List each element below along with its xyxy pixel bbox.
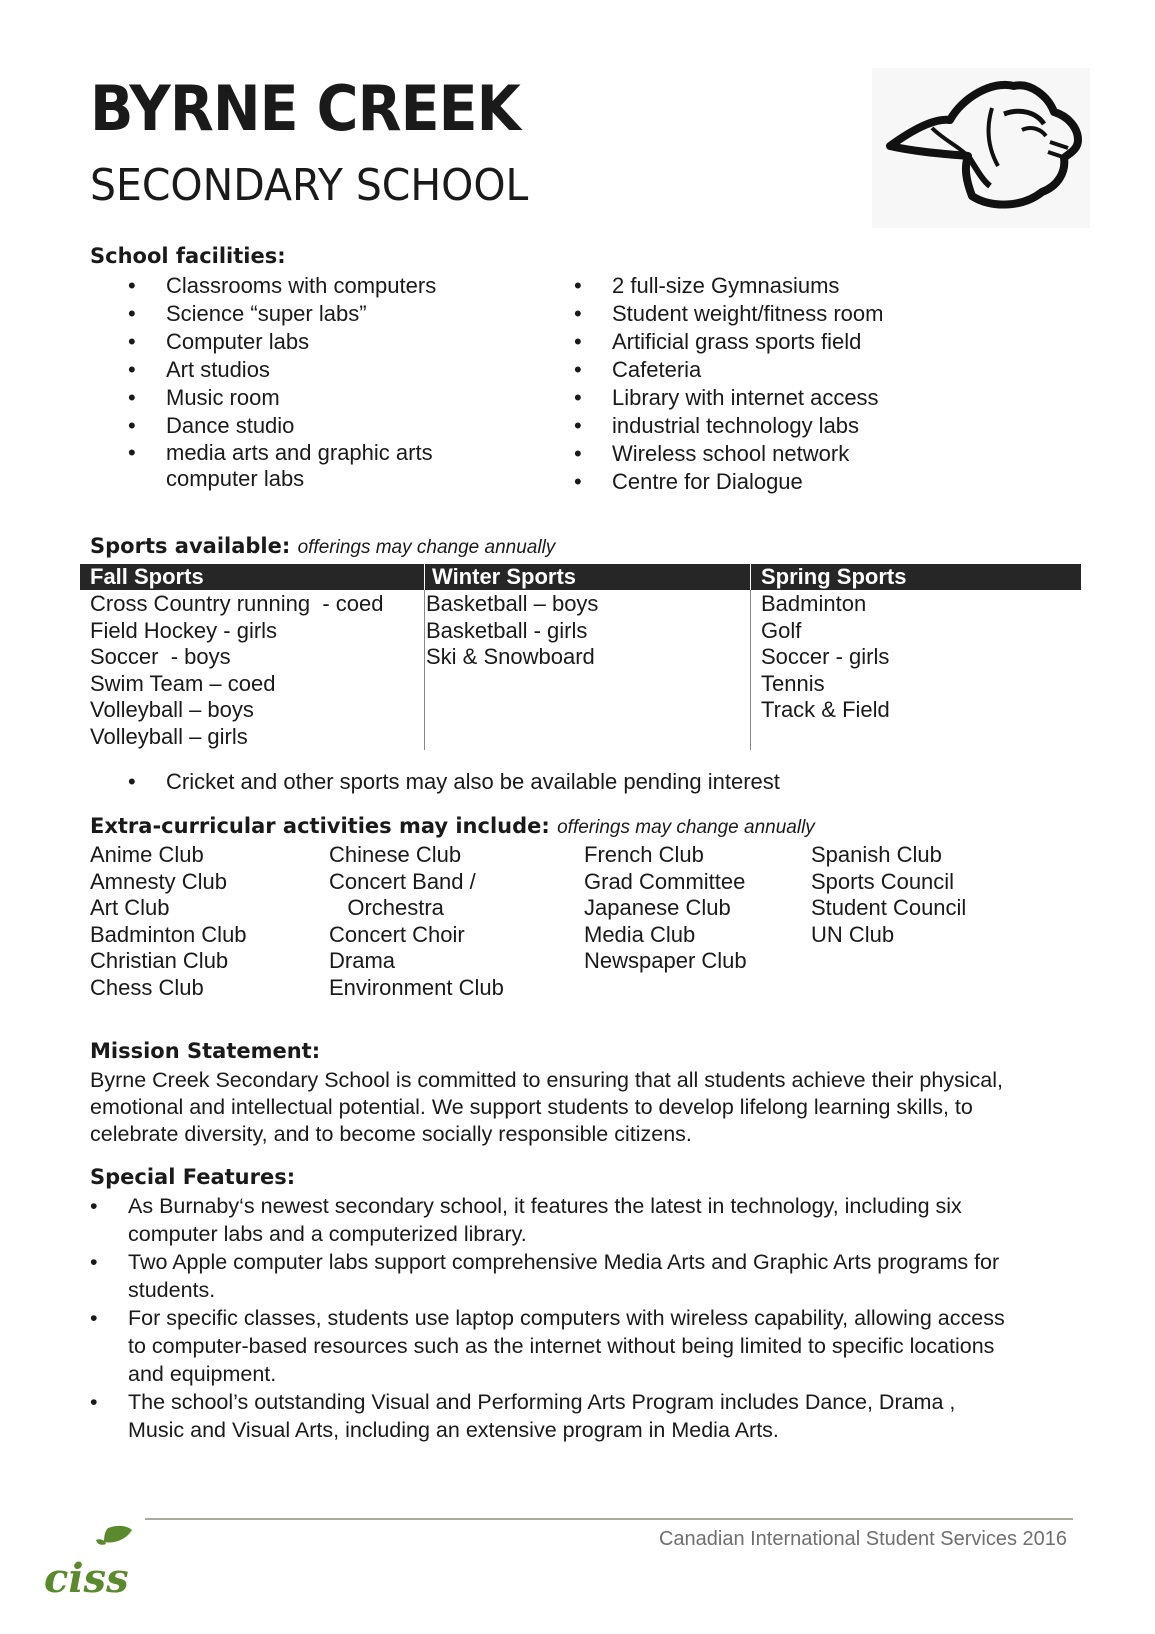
- list-item: • Computer labs: [166, 328, 586, 356]
- mission-line: celebrate diversity, and to become socially responsible citizens.: [90, 1122, 692, 1146]
- footer-divider: [145, 1518, 1073, 1520]
- list-item: Cross Country running - coed: [90, 591, 384, 616]
- facilities-right-list: [612, 272, 1072, 496]
- list-item: Soccer - girls: [761, 644, 890, 669]
- clubs-column-1: [90, 842, 247, 1001]
- list-item: Chinese Club: [329, 842, 462, 867]
- features-list: [90, 1192, 1080, 1444]
- feature-line: Music and Visual Arts, including an extensive program in Media Arts.: [128, 1418, 779, 1442]
- feature-line: • For specific classes, students use laptop computers with wireless capability, allowing access: [128, 1306, 1005, 1330]
- list-item: Media Club: [584, 921, 696, 947]
- spring-sports-list: [761, 591, 890, 724]
- list-item: • Cricket and other sports may also be available pending interest: [166, 768, 1066, 796]
- feature-line: • As Burnaby‘s newest secondary school, it features the latest in technology, including six: [128, 1194, 962, 1218]
- school-name: BYRNE CREEK: [90, 72, 520, 145]
- column-divider: [424, 564, 425, 750]
- list-item: Track & Field: [761, 697, 890, 722]
- list-item: Concert Choir: [329, 921, 465, 947]
- list-item: [90, 1192, 1080, 1248]
- feature-line: students.: [128, 1278, 216, 1302]
- list-item: • Library with internet access: [612, 384, 1072, 412]
- list-item: • industrial technology labs: [612, 412, 1072, 440]
- facilities-left-list: [166, 272, 586, 492]
- list-item: • Science “super labs”: [166, 300, 586, 328]
- list-item: • Classrooms with computers: [166, 272, 586, 300]
- spring-sports-header: Spring Sports: [761, 564, 907, 589]
- list-item: Basketball - girls: [426, 617, 588, 643]
- feature-line: and equipment.: [128, 1362, 277, 1386]
- column-divider: [424, 564, 425, 590]
- list-item: • Centre for Dialogue: [612, 468, 1072, 496]
- list-item: Spanish Club: [811, 842, 942, 867]
- list-item: Swim Team – coed: [90, 670, 276, 696]
- list-item: Student Council: [811, 895, 967, 920]
- extracurricular-note: offerings may change annually: [557, 817, 815, 838]
- list-item: [90, 1304, 1080, 1388]
- list-item: Golf: [761, 617, 802, 643]
- column-divider: [750, 564, 751, 750]
- list-item: [90, 1248, 1080, 1304]
- clubs-column-4: [811, 842, 966, 948]
- list-item-line: • media arts and graphic arts: [166, 440, 433, 465]
- list-item: Tennis: [761, 670, 825, 696]
- list-item: Art Club: [90, 895, 170, 920]
- list-item: Grad Committee: [584, 868, 746, 894]
- sports-note: offerings may change annually: [297, 537, 556, 558]
- feature-line: • Two Apple computer labs support comprehensive Media Arts and Graphic Arts programs for: [128, 1250, 1000, 1274]
- features-heading: Special Features:: [90, 1165, 296, 1189]
- sports-heading-text: Sports available:: [90, 534, 291, 558]
- extracurricular-heading-text: Extra-curricular activities may include:: [90, 814, 550, 838]
- list-item: Volleyball – girls: [90, 723, 248, 749]
- list-item: Ski & Snowboard: [426, 644, 595, 669]
- list-item: Newspaper Club: [584, 948, 747, 973]
- sports-heading: [90, 536, 555, 557]
- sports-extra-note: [166, 768, 1066, 796]
- mission-heading: Mission Statement:: [90, 1039, 321, 1063]
- fall-sports-list: [90, 591, 383, 750]
- fall-sports-header: Fall Sports: [90, 564, 204, 589]
- sports-table-header: [80, 564, 1081, 590]
- feature-line: • The school’s outstanding Visual and Performing Arts Program includes Dance, Drama ,: [128, 1390, 956, 1414]
- feature-line: computer labs and a computerized library.: [128, 1222, 527, 1246]
- column-divider: [750, 564, 751, 590]
- list-item: [90, 1388, 1080, 1444]
- list-item: Soccer - boys: [90, 644, 231, 669]
- list-item: Volleyball – boys: [90, 697, 254, 722]
- list-item: Field Hockey - girls: [90, 617, 278, 643]
- clubs-column-3: [584, 842, 747, 975]
- bulldog-mascot-icon: [872, 68, 1090, 228]
- list-item: • Wireless school network: [612, 440, 1072, 468]
- list-item: • Cafeteria: [612, 356, 1072, 384]
- list-item: Christian Club: [90, 948, 229, 973]
- ciss-logo-text: ciss: [44, 1555, 129, 1598]
- winter-sports-header: Winter Sports: [432, 564, 577, 589]
- list-item: • Art studios: [166, 356, 586, 384]
- list-item: Chess Club: [90, 974, 204, 1000]
- list-item: UN Club: [811, 921, 895, 947]
- list-item: Orchestra: [329, 895, 444, 920]
- school-type: SECONDARY SCHOOL: [90, 160, 529, 211]
- ciss-logo: [42, 1522, 142, 1598]
- clubs-column-2: [329, 842, 504, 1001]
- list-item: • Student weight/fitness room: [612, 300, 1072, 328]
- list-item: Amnesty Club: [90, 868, 227, 894]
- list-item-line: computer labs: [166, 466, 305, 491]
- list-item: [166, 440, 586, 492]
- extracurricular-heading: [90, 816, 815, 837]
- list-item: Environment Club: [329, 974, 504, 1000]
- feature-line: to computer-based resources such as the internet without being limited to specific locations: [128, 1334, 995, 1358]
- list-item: Concert Band /: [329, 868, 476, 894]
- list-item: Badminton: [761, 591, 867, 616]
- list-item: Anime Club: [90, 842, 204, 867]
- list-item: • 2 full-size Gymnasiums: [612, 272, 1072, 300]
- facilities-heading: School facilities:: [90, 244, 286, 268]
- winter-sports-list: [426, 591, 598, 671]
- mission-line: emotional and intellectual potential. We support students to develop lifelong learning skills, to: [90, 1095, 973, 1119]
- list-item: • Dance studio: [166, 412, 586, 440]
- mission-line: Byrne Creek Secondary School is committed to ensuring that all students achieve their physical,: [90, 1068, 1004, 1092]
- footer-credit: Canadian International Student Services 2016: [658, 1528, 1067, 1550]
- list-item: Sports Council: [811, 868, 955, 894]
- mission-statement: [90, 1067, 1080, 1148]
- list-item: Japanese Club: [584, 895, 731, 920]
- list-item: Basketball – boys: [426, 591, 599, 616]
- list-item: Drama: [329, 948, 396, 973]
- list-item: • Music room: [166, 384, 586, 412]
- list-item: • Artificial grass sports field: [612, 328, 1072, 356]
- list-item: French Club: [584, 842, 704, 867]
- list-item: Badminton Club: [90, 921, 247, 947]
